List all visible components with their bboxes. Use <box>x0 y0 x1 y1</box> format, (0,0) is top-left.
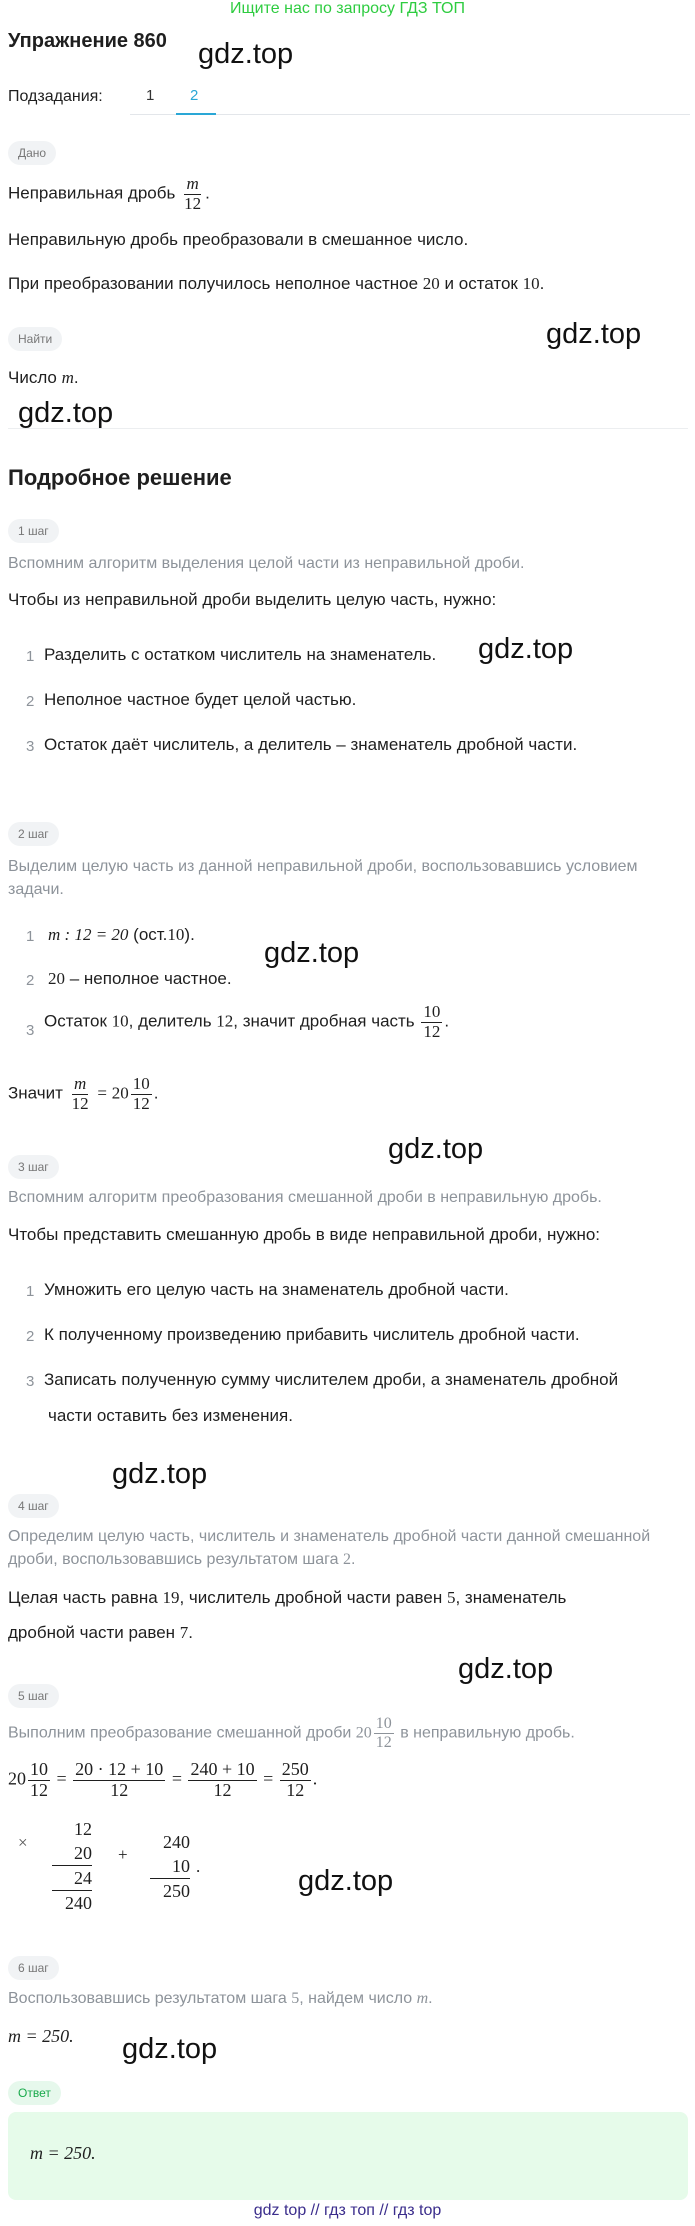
step4-intro-1: Определим целую часть, числитель и знаменатель дробной части данной смешанной <box>8 1528 651 1545</box>
list-item: Разделить с остатком числитель на знаменатель. <box>44 645 437 664</box>
step4-intro-2: дроби, воспользовавшись результатом шага 2. <box>8 1551 356 1568</box>
watermark: gdz.top <box>112 1458 208 1490</box>
list-item-number: 2 <box>26 1328 35 1345</box>
step2-item-1: m : 12 = 20 (ост.10). <box>48 925 195 944</box>
footer-links <box>0 2202 695 2220</box>
solution-title: Подробное решение <box>8 465 232 490</box>
footer-separator: // <box>379 2202 389 2219</box>
subtask-active-underline <box>176 113 216 115</box>
given-line-3: При преобразовании получилось неполное частное 20 и остаток 10. <box>8 274 545 293</box>
step4-line-2: дробной части равен 7. <box>8 1623 194 1642</box>
watermark: gdz.top <box>388 1133 484 1165</box>
list-item: Умножить его целую часть на знаменатель дробной части. <box>44 1280 509 1299</box>
subtask-tab-1[interactable]: 1 <box>146 87 155 104</box>
mul-sign: × <box>18 1833 28 1852</box>
step2-result: Значит $\frac{m}{12}$ = 20 $\frac{10}{12}$ . <box>8 1074 159 1113</box>
watermark: gdz.top <box>264 937 360 969</box>
list-item-number: 1 <box>26 1283 35 1300</box>
list-item: Неполное частное будет целой частью. <box>44 690 357 709</box>
watermark: gdz.top <box>478 633 574 665</box>
step5-equation: 20 $\frac{10}{12}$ = $\frac{20 \cdot 12 + 10}{12}$ = $\frac{240 + 10}{12}$ = $\frac{250}{12}$ . <box>8 1759 318 1800</box>
add-sign: + <box>118 1845 128 1864</box>
footer-separator: // <box>310 2202 320 2219</box>
column-multiplication: 12 20 24 240 <box>52 1817 92 1915</box>
answer-value: m = 250. <box>30 2143 96 2163</box>
step1-intro: Вспомним алгоритм выделения целой части из неправильной дроби. <box>8 555 525 572</box>
footer-link-3[interactable]: гдз top <box>392 2202 442 2219</box>
column-addition: 240 10 250 <box>150 1830 190 1903</box>
answer-box <box>8 2112 688 2200</box>
find-badge: Найти <box>8 327 62 351</box>
watermark: gdz.top <box>458 1653 554 1685</box>
step3-badge: 3 шаг <box>8 1155 59 1179</box>
subtask-tab-2[interactable]: 2 <box>190 87 199 104</box>
list-item: Записать полученную сумму числителем дроби, а знаменатель дробной <box>44 1370 619 1389</box>
step6-result: m = 250. <box>8 2026 74 2046</box>
find-line: Число m. <box>8 368 79 387</box>
step5-intro: Выполним преобразование смешанной дроби 20 $\frac{10}{12}$ в неправильную дробь. <box>8 1715 575 1751</box>
list-item-number: 2 <box>26 972 35 989</box>
list-item-continuation: части оставить без изменения. <box>48 1406 293 1425</box>
list-item-number: 1 <box>26 928 35 945</box>
answer-badge: Ответ <box>8 2081 61 2105</box>
step3-lead: Чтобы представить смешанную дробь в виде неправильной дроби, нужно: <box>8 1225 601 1244</box>
list-item-number: 1 <box>26 648 35 665</box>
step6-badge: 6 шаг <box>8 1956 59 1980</box>
step2-item-3: Остаток 10, делитель 12, значит дробная часть $\frac{10}{12}$ . <box>44 1002 450 1041</box>
step5-badge: 5 шаг <box>8 1684 59 1708</box>
given-line-1: Неправильная дробь $\frac{m}{12}$ . <box>8 174 210 213</box>
footer-link-2[interactable]: гдз топ <box>324 2202 375 2219</box>
step6-intro: Воспользовавшись результатом шага 5, найдем число m. <box>8 1990 433 2007</box>
list-item-number: 3 <box>26 1373 35 1390</box>
given-fraction: $\frac{m}{12}$ <box>184 174 202 213</box>
step3-intro: Вспомним алгоритм преобразования смешанной дроби в неправильную дробь. <box>8 1189 602 1206</box>
step1-lead: Чтобы из неправильной дроби выделить целую часть, нужно: <box>8 590 497 609</box>
step2-item-2: 20 – неполное частное. <box>48 969 232 988</box>
step2-badge: 2 шаг <box>8 822 59 846</box>
list-item-number: 3 <box>26 738 35 755</box>
given-badge: Дано <box>8 141 56 165</box>
list-item-number: 3 <box>26 1022 35 1039</box>
given-line-2: Неправильную дробь преобразовали в смешанное число. <box>8 230 469 249</box>
list-item: К полученному произведению прибавить числитель дробной части. <box>44 1325 580 1344</box>
step1-badge: 1 шаг <box>8 519 59 543</box>
watermark: gdz.top <box>546 318 642 350</box>
addition-period: . <box>196 1857 201 1876</box>
step4-badge: 4 шаг <box>8 1494 59 1518</box>
step2-intro-1: Выделим целую часть из данной неправильной дроби, воспользовавшись условием <box>8 858 638 875</box>
list-item: Остаток даёт числитель, а делитель – знаменатель дробной части. <box>44 735 578 754</box>
page-title: Упражнение 860 <box>8 30 167 52</box>
footer-link-1[interactable]: gdz top <box>253 2202 307 2219</box>
watermark: gdz.top <box>122 2033 218 2065</box>
step4-line-1: Целая часть равна 19, числитель дробной части равен 5, знаменатель <box>8 1588 567 1607</box>
top-banner[interactable]: Ищите нас по запросу ГДЗ ТОП <box>230 0 465 17</box>
watermark: gdz.top <box>18 397 114 429</box>
watermark: gdz.top <box>298 1865 394 1897</box>
list-item-number: 2 <box>26 693 35 710</box>
watermark: gdz.top <box>198 38 294 70</box>
step2-intro-2: задачи. <box>8 881 64 898</box>
subtasks-label: Подзадания: <box>8 88 103 105</box>
